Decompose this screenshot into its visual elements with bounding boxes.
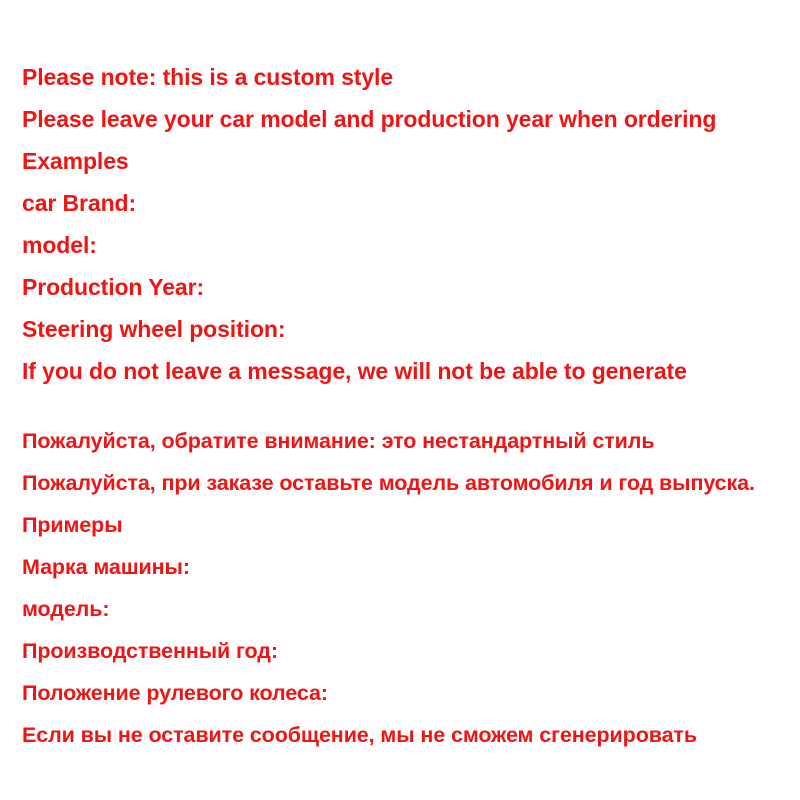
notice-line: model: [22, 232, 97, 258]
notice-line: Если вы не оставите сообщение, мы не сможем сгенерировать [22, 723, 697, 747]
notice-line: If you do not leave a message, we will not be able to generate [22, 358, 687, 384]
notice-line: Марка машины: [22, 555, 190, 579]
notice-line: Examples [22, 148, 129, 174]
notice-line: car Brand: [22, 190, 137, 216]
notice-block-english [22, 56, 780, 392]
notice-line: Please note: this is a custom style [22, 64, 394, 90]
notice-line: Производственный год: [22, 639, 278, 663]
notice-line: Пожалуйста, при заказе оставьте модель автомобиля и год выпуска. [22, 471, 755, 495]
notice-line: Production Year: [22, 274, 205, 300]
notice-line: Please leave your car model and production year when ordering [22, 106, 717, 132]
notice-line: Steering wheel position: [22, 316, 286, 342]
notice-block-russian [22, 420, 780, 756]
notice-line: Положение рулевого колеса: [22, 681, 328, 705]
notice-line: Примеры [22, 513, 123, 537]
notice-line: модель: [22, 597, 110, 621]
notice-line: Пожалуйста, обратите внимание: это нестандартный стиль [22, 429, 655, 453]
